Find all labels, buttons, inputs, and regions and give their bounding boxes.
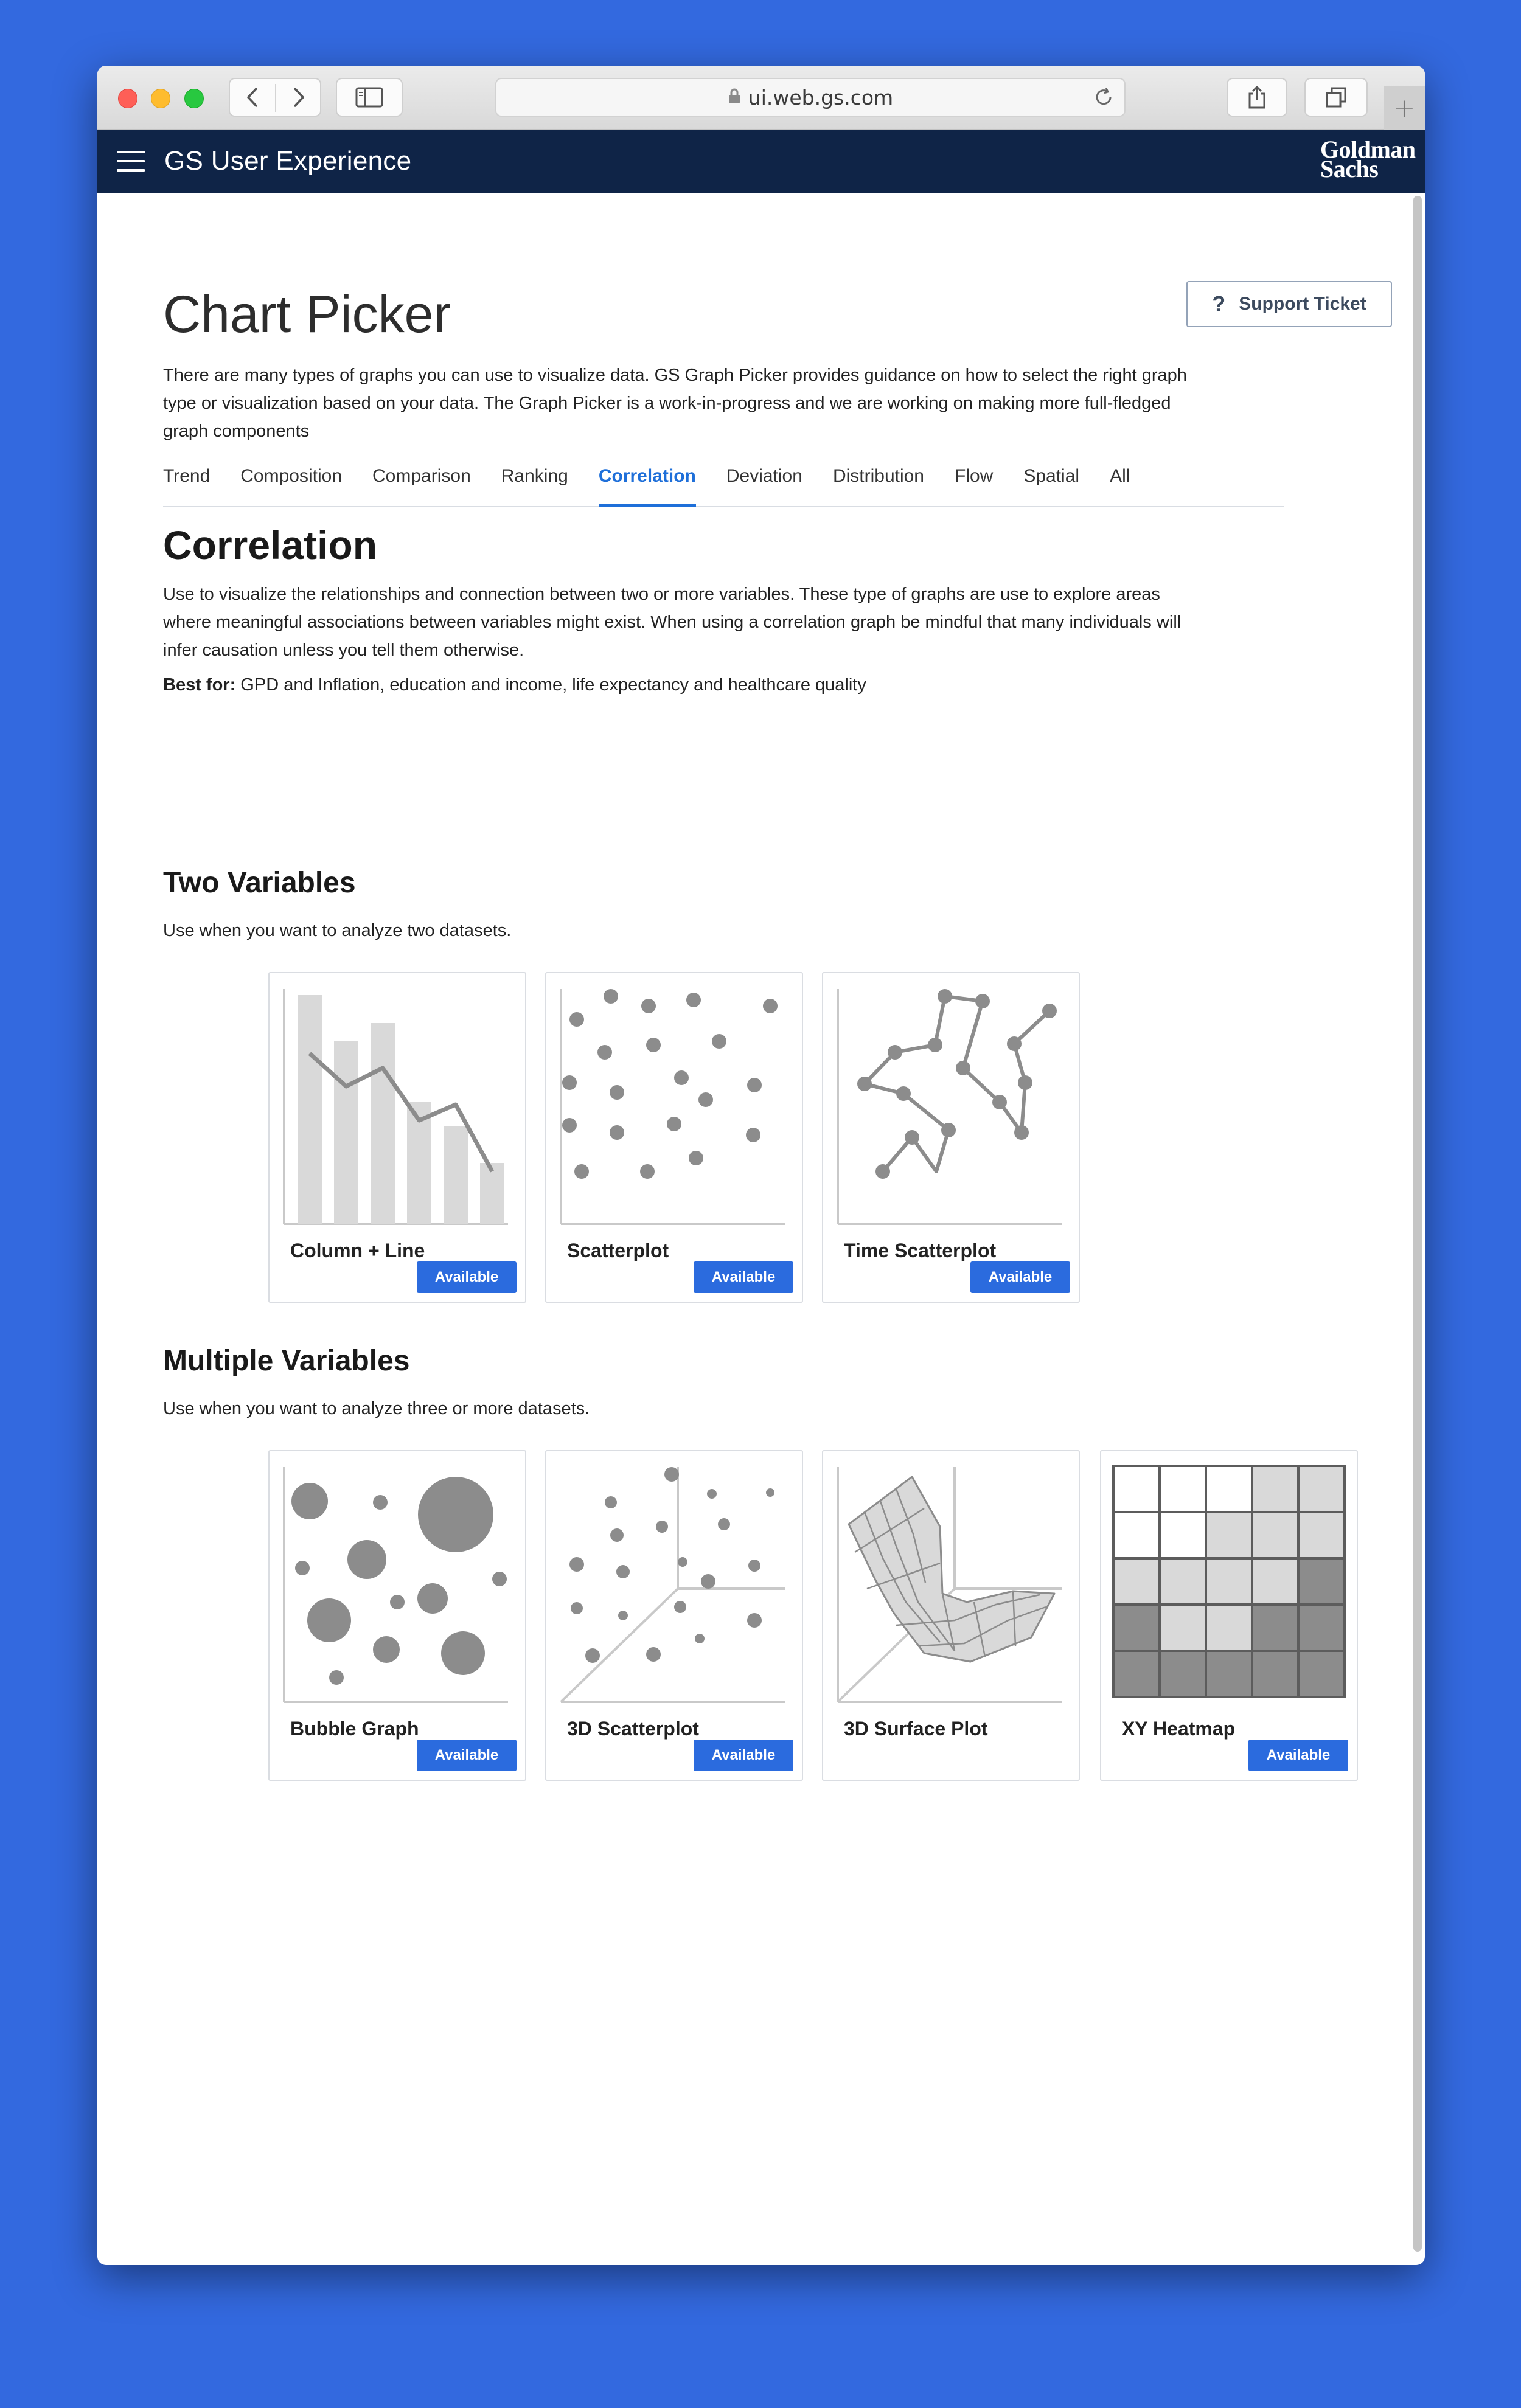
back-icon [246,87,259,108]
time-scatterplot-thumbnail [833,983,1069,1229]
url-text: ui.web.gs.com [748,85,894,109]
available-badge: Available [694,1740,793,1771]
share-button[interactable] [1227,78,1287,117]
intro-text: There are many types of graphs you can use to visualize data. GS Graph Picker provides guidance on how to select the right graph type or visualization based on your data. The Graph Picker is a work-in-progress and we are working on making more full-fledged graph components [163,366,1187,441]
tabs-icon [1325,86,1347,108]
two-variables-title: Two Variables [163,867,356,899]
tab-flow[interactable]: Flow [955,466,994,486]
tab-composition[interactable]: Composition [240,466,343,486]
section-title: Correlation [163,522,378,567]
chart-card-time-scatterplot[interactable] [822,972,1080,1303]
card-label: Time Scatterplot [844,1240,997,1261]
tab-trend[interactable]: Trend [163,466,211,486]
support-ticket-button[interactable] [1186,281,1392,327]
close-window-button[interactable] [118,89,137,108]
app-header [97,130,1425,193]
share-icon [1247,85,1267,109]
nav-buttons [229,78,321,117]
section-description: Use to visualize the relationships and connection between two or more variables. These type of graphs are use to explore areas where meaningful associations between variables might exist. When using a correlation graph be mindful that many individuals will infer causation unless you tell them otherwise. [163,585,1182,660]
help-icon: ? [1212,291,1226,316]
lock-icon [728,86,741,109]
new-tab-button[interactable] [1384,86,1425,130]
forward-button[interactable] [276,79,321,116]
card-label: Bubble Graph [290,1718,419,1740]
chart-card-bubble-graph[interactable] [268,1450,526,1781]
card-label: 3D Scatterplot [567,1718,699,1740]
zoom-window-button[interactable] [184,89,204,108]
chart-card-3d-scatterplot[interactable] [545,1450,803,1781]
available-badge: Available [417,1740,517,1771]
xy-heatmap-thumbnail [1111,1461,1347,1707]
minimize-window-button[interactable] [151,89,170,108]
3d-surface-plot-thumbnail [833,1461,1069,1707]
forward-icon [292,87,305,108]
tab-comparison[interactable]: Comparison [372,466,471,486]
browser-toolbar [97,66,1425,130]
show-tabs-button[interactable] [1304,78,1368,117]
address-bar[interactable] [495,78,1126,117]
bubble-graph-thumbnail [279,1461,515,1707]
multiple-variables-title: Multiple Variables [163,1345,410,1377]
scatterplot-thumbnail [556,983,792,1229]
available-badge: Available [1248,1740,1348,1771]
sidebar-toggle-button[interactable] [336,78,403,117]
sidebar-icon [355,87,383,108]
available-badge: Available [694,1261,793,1293]
chart-card-3d-surface-plot[interactable] [822,1450,1080,1781]
tab-ranking[interactable]: Ranking [501,466,568,486]
back-button[interactable] [230,79,275,116]
column-line-thumbnail [279,983,515,1229]
browser-window [97,66,1425,2265]
best-for-text: Best for: GPD and Inflation, education and income, life expectancy and healthcare quality [163,675,866,695]
reload-icon[interactable] [1093,86,1115,113]
goldman-sachs-logo[interactable]: Goldman Sachs [1320,136,1416,182]
tab-distribution[interactable]: Distribution [832,466,924,486]
available-badge: Available [417,1261,517,1293]
tab-spatial[interactable]: Spatial [1023,466,1080,486]
plus-icon: + [1393,92,1416,124]
card-label: XY Heatmap [1122,1718,1236,1740]
multiple-variables-description: Use when you want to analyze three or more datasets. [163,1399,590,1418]
page-title: Chart Picker [163,285,451,344]
3d-scatterplot-thumbnail [556,1461,792,1707]
tab-deviation[interactable]: Deviation [726,466,802,486]
card-label: 3D Surface Plot [844,1718,988,1740]
card-label: Column + Line [290,1240,425,1261]
app-title: GS User Experience [164,146,412,176]
card-label: Scatterplot [567,1240,669,1261]
chart-card-scatterplot[interactable] [545,972,803,1303]
scrollbar[interactable] [1413,196,1422,2252]
tab-all[interactable]: All [1110,466,1130,486]
two-variables-description: Use when you want to analyze two datasets. [163,921,512,940]
menu-icon[interactable] [117,151,145,173]
tab-correlation[interactable]: Correlation [599,463,696,506]
chart-card-xy-heatmap[interactable] [1100,1450,1358,1781]
support-ticket-label: Support Ticket [1239,294,1366,314]
chart-card-column-line[interactable] [268,972,526,1303]
available-badge: Available [970,1261,1070,1293]
category-tabs [163,463,1284,507]
